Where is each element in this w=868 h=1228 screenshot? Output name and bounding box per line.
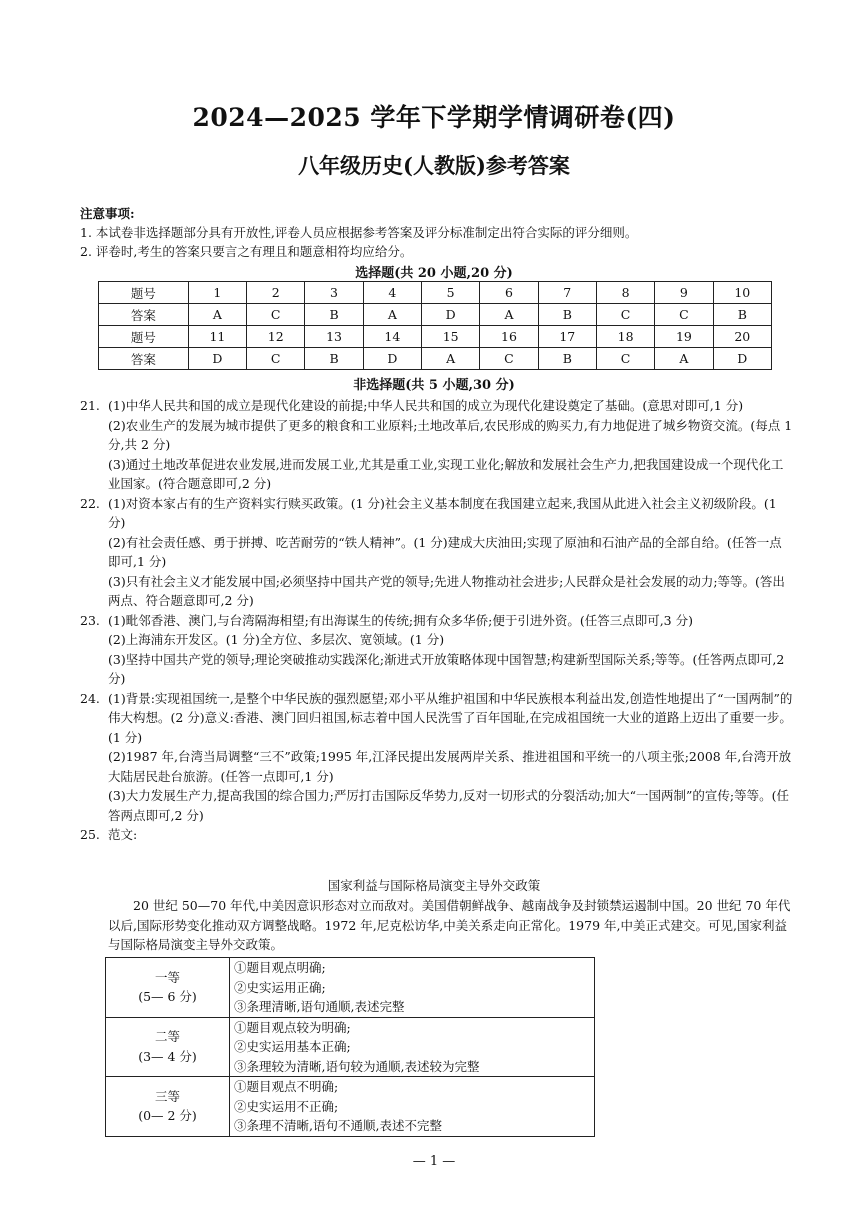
grade-level-cell — [106, 958, 230, 1018]
answer-part: (3)大力发展生产力,提高我国的综合国力;严厉打击国际反华势力,反对一切形式的分裂活动;加大“一国两制”的宣传;等等。(任答两点即可,2 分) — [108, 788, 789, 823]
question-number: 18 — [596, 326, 654, 348]
answer-cell: C — [247, 304, 305, 326]
answer-part: (3)通过土地改革促进农业发展,进而发展工业,尤其是重工业,实现工业化;解放和发展社会生产力,把我国建设成一个现代化工业国家。(符合题意即可,2 分) — [108, 456, 784, 491]
answer-part: (1)中华人民共和国的成立是现代化建设的前提;中华人民共和国的成立为现代化建设奠定了基础。(意思对即可,1 分) — [108, 398, 744, 413]
answer-cell: D — [422, 304, 480, 326]
table-row — [99, 304, 772, 326]
answer-part: (1)对资本家占有的生产资料实行赎买政策。(1 分)社会主义基本制度在我国建立起来,我国从此进入社会主义初级阶段。(1 分) — [108, 495, 777, 530]
criterion: ①题目观点较为明确; — [234, 1019, 351, 1035]
answer-part: 范文: — [108, 827, 138, 842]
question-number: 22. — [80, 495, 100, 511]
question-number: 11 — [188, 326, 246, 348]
page-title: 2024—2025 学年下学期学情调研卷(四) — [192, 103, 676, 132]
answer-cell: D — [713, 348, 771, 370]
answer-part: (3)坚持中国共产党的领导;理论突破推动实践深化;渐进式开放策略体现中国智慧;构建新型国际关系;等等。(任答两点即可,2 分) — [108, 651, 785, 686]
nonchoice-heading: 非选择题(共 5 小题,30 分) — [353, 378, 515, 393]
criterion: ②史实运用基本正确; — [234, 1039, 351, 1054]
question-number: 14 — [363, 326, 421, 348]
criterion: ①题目观点不明确; — [234, 1079, 339, 1094]
row-label: 答案 — [99, 348, 189, 370]
grade-criteria-cell — [230, 1017, 595, 1077]
question-number: 25. — [80, 827, 100, 842]
question-21 — [80, 396, 794, 494]
question-number: 4 — [363, 282, 421, 304]
question-number: 17 — [538, 326, 596, 348]
question-number: 3 — [305, 282, 363, 304]
answer-cell: B — [305, 304, 363, 326]
answer-cell: C — [596, 348, 654, 370]
essay-body: 20 世纪 50—70 年代,中美因意识形态对立而敌对。美国借朝鲜战争、越南战争及封锁禁运遏制中国。20 世纪 70 年代以后,国际形势变化推动双方调整战略。1972 年,尼克松访华,中美关系走向正常化。1979 年,中美正式建交。可见,国家利益与国际格局演变主导外交政策。 — [108, 898, 791, 952]
answer-cell: B — [713, 304, 771, 326]
table-row — [99, 282, 772, 304]
choice-answer-table — [98, 281, 772, 370]
question-22 — [80, 494, 794, 611]
table-row — [106, 1017, 595, 1077]
question-23 — [80, 611, 794, 689]
criterion: ①题目观点明确; — [234, 960, 326, 975]
answer-cell: A — [188, 304, 246, 326]
answer-cell: D — [363, 348, 421, 370]
notes-section — [80, 204, 840, 261]
choice-heading: 选择题(共 20 小题,20 分) — [355, 266, 513, 281]
answer-cell: A — [422, 348, 480, 370]
notes-heading: 注意事项: — [80, 206, 135, 221]
question-number: 5 — [422, 282, 480, 304]
question-number: 7 — [538, 282, 596, 304]
answer-part: (3)只有社会主义才能发展中国;必须坚持中国共产党的领导;先进人物推动社会进步;人民群众是社会发展的动力;等等。(答出两点、符合题意即可,2 分) — [108, 573, 785, 608]
question-number: 12 — [247, 326, 305, 348]
question-number: 23. — [80, 612, 100, 628]
question-number: 6 — [480, 282, 538, 304]
answer-cell: A — [480, 304, 538, 326]
question-number: 9 — [655, 282, 713, 304]
question-number: 15 — [422, 326, 480, 348]
question-number: 10 — [713, 282, 771, 304]
question-number: 16 — [480, 326, 538, 348]
criterion: ②史实运用不正确; — [234, 1098, 339, 1114]
question-number: 2 — [247, 282, 305, 304]
answer-cell: C — [480, 348, 538, 370]
grade-score: (5— 6 分) — [138, 989, 197, 1005]
table-row — [99, 348, 772, 370]
answer-cell: C — [655, 304, 713, 326]
answer-cell: B — [538, 348, 596, 370]
answer-part: (1)背景:实现祖国统一,是整个中华民族的强烈愿望;邓小平从维护祖国和中华民族根本利益出发,创造性地提出了“一国两制”的伟大构想。(2 分)意义:香港、澳门回归祖国,标志着中国人民洗雪了百年国耻,在完成祖国统一大业的道路上迈出了重要一步。(1 分) — [108, 690, 793, 745]
answer-part: (2)1987 年,台湾当局调整“三不”政策;1995 年,江泽民提出发展两岸关系、推进祖国和平统一的八项主张;2008 年,台湾开放大陆居民赴台旅游。(任答一点即可,1 分) — [108, 749, 792, 784]
question-number: 20 — [713, 326, 771, 348]
answer-part: (2)上海浦东开发区。(1 分)全方位、多层次、宽领域。(1 分) — [108, 632, 445, 647]
row-label: 答案 — [99, 304, 189, 326]
table-row — [106, 1077, 595, 1137]
grade-score: (0— 2 分) — [138, 1108, 197, 1124]
essay-title: 国家利益与国际格局演变主导外交政策 — [327, 878, 541, 893]
criterion: ②史实运用正确; — [234, 979, 326, 995]
question-number: 21. — [80, 398, 100, 413]
grade-level: 二等 — [154, 1029, 180, 1045]
criterion: ③条理不清晰,语句不通顺,表述不完整 — [234, 1118, 442, 1133]
row-label: 题号 — [99, 282, 189, 304]
grade-level: 三等 — [154, 1088, 180, 1104]
answer-cell: C — [247, 348, 305, 370]
answer-cell: B — [538, 304, 596, 326]
criterion: ③条理清晰,语句通顺,表述完整 — [234, 999, 405, 1014]
answer-cell: B — [305, 348, 363, 370]
question-number: 19 — [655, 326, 713, 348]
answer-part: (2)农业生产的发展为城市提供了更多的粮食和工业原料;土地改革后,农民形成的购买力,有力地促进了城乡物资交流。(每点 1 分,共 2 分) — [108, 417, 793, 452]
table-row — [106, 958, 595, 1018]
answer-cell: A — [655, 348, 713, 370]
grade-level-cell — [106, 1077, 230, 1137]
grade-score: (3— 4 分) — [138, 1048, 197, 1064]
grade-level: 一等 — [154, 969, 180, 985]
page-subtitle: 八年级历史(人教版)参考答案 — [298, 153, 570, 178]
grade-criteria-cell — [230, 1077, 595, 1137]
grading-table — [105, 957, 595, 1137]
answer-cell: C — [596, 304, 654, 326]
grade-criteria-cell — [230, 958, 595, 1018]
grade-level-cell — [106, 1017, 230, 1077]
criterion: ③条理较为清晰,语句较为通顺,表述较为完整 — [234, 1058, 480, 1074]
page-number: — 1 — — [412, 1154, 456, 1169]
question-number: 13 — [305, 326, 363, 348]
question-24 — [80, 689, 794, 826]
question-number: 1 — [188, 282, 246, 304]
table-row — [99, 326, 772, 348]
answer-list — [80, 396, 794, 845]
answer-cell: D — [188, 348, 246, 370]
row-label: 题号 — [99, 326, 189, 348]
answer-part: (1)毗邻香港、澳门,与台湾隔海相望;有出海谋生的传统;拥有众多华侨;便于引进外资。(任答三点即可,3 分) — [108, 612, 693, 628]
note-item: 2. 评卷时,考生的答案只要言之有理且和题意相符均应给分。 — [80, 244, 413, 259]
answer-cell: A — [363, 304, 421, 326]
question-number: 8 — [596, 282, 654, 304]
question-25 — [80, 825, 794, 845]
note-item: 1. 本试卷非选择题部分具有开放性,评卷人员应根据参考答案及评分标准制定出符合实际的评分细则。 — [80, 225, 638, 240]
question-number: 24. — [80, 690, 100, 706]
answer-part: (2)有社会责任感、勇于拼搏、吃苦耐劳的“铁人精神”。(1 分)建成大庆油田;实现了原油和石油产品的全部自给。(任答一点即可,1 分) — [108, 534, 782, 569]
